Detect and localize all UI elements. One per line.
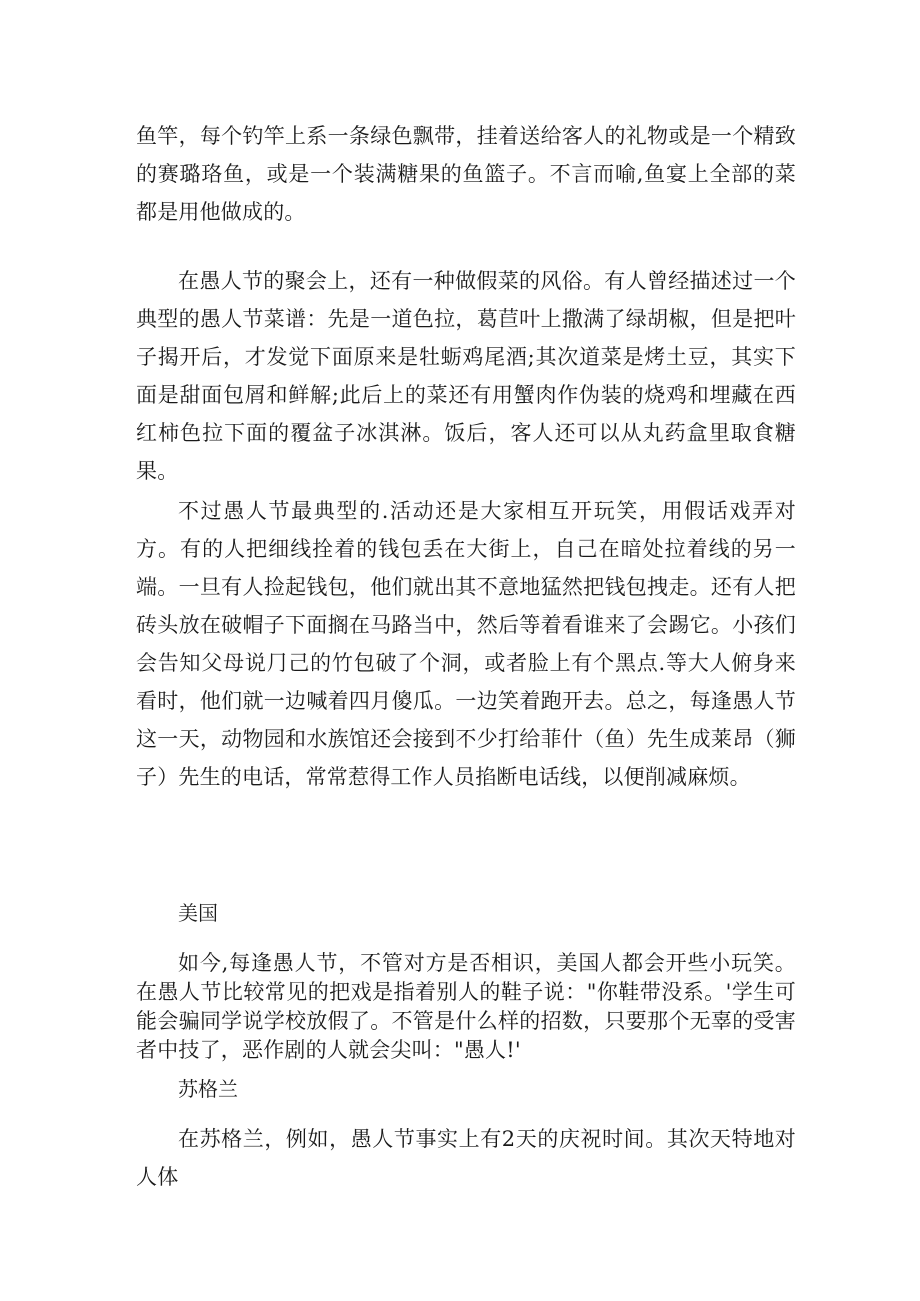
section-heading-usa: 美国 [178,901,218,925]
paragraph-usa: 如今,每逢愚人节，不管对方是否相识，美国人都会开些小玩笑。在愚人节比较常见的把戏是指着别人的鞋子说："你鞋带没系。'学生可能会骗同学说学校放假了。不管是什么样的招数，只要那个无辜的受害者中技了，恶作剧的人就会尖叫："愚人!' [136,951,796,1062]
paragraph-scotland: 在苏格兰，例如，愚人节事实上有2天的庆祝时间。其次天特地对人体 [136,1127,796,1189]
paragraph-pranks: 不过愚人节最典型的.活动还是大家相互开玩笑，用假话戏弄对方。有的人把细线拴着的钱包丢在大街上，自己在暗处拉着线的另一端。一旦有人捡起钱包，他们就出其不意地猛然把钱包拽走。还有人把砖头放在破帽子下面搁在马路当中，然后等着看谁来了会踢它。小孩们会告知父母说⺆己的竹包破了个洞，或者脸上有个黑点.等大人俯身来看时，他们就一边喊着四月傻瓜。一边笑着跑开去。总之，每逢愚人节这一天，动物园和水族馆还会接到不少打给菲什（鱼）先生成莱昂（狮子）先生的电话，常常惹得工作人员掐断电话线，以便削减麻烦。 [136,499,796,789]
section-heading-scotland: 苏格兰 [178,1077,238,1101]
paragraph-fishing-rod: 鱼竿，每个钓竿上系一条绿色飘带，挂着送给客人的礼物或是一个精致的赛璐珞鱼，或是一个装满糖果的鱼篮子。不言而喻,鱼宴上全部的菜都是用他做成的。 [136,124,796,224]
paragraph-fake-dishes: 在愚人节的聚会上，还有一种做假菜的风俗。有人曾经描述过一个典型的愚人节菜谱：先是一道色拉，葛苣叶上撒满了绿胡椒，但是把叶子揭开后，才发觉下面原来是牡蛎鸡尾酒;其次道菜是烤土豆，其实下面是甜面包屑和鲜解;此后上的菜还有用蟹肉作伪装的烧鸡和埋藏在西红柿色拉下面的覆盆子冰淇淋。饭后，客人还可以从丸药盒里取食糖果。 [136,269,796,483]
